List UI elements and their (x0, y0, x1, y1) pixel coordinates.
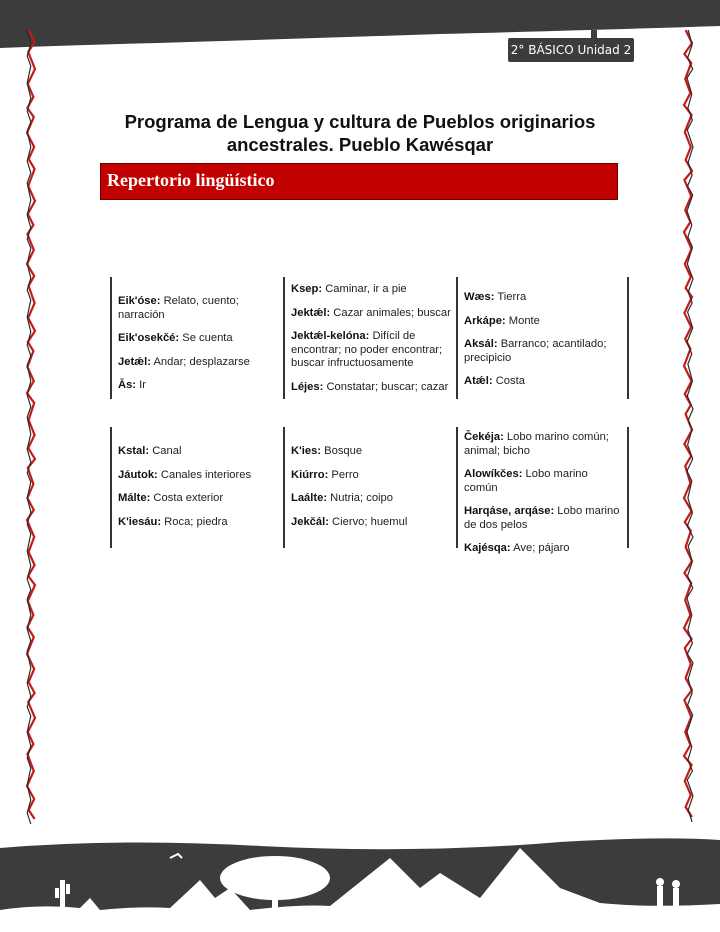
vocab-term: Eik'óse: (118, 295, 161, 307)
vocab-meaning: Barranco; acantilado; precipicio (464, 338, 607, 364)
vocab-meaning: Andar; desplazarse (150, 355, 250, 368)
vocab-meaning: Canales interiores (157, 468, 252, 481)
vocab-entry (118, 356, 279, 370)
vocab-meaning: Perro (328, 468, 359, 481)
vocab-term: Wæs: (464, 291, 495, 303)
vocab-entry (464, 291, 623, 305)
vocab-entry (291, 307, 452, 321)
vocab-entry (464, 542, 623, 556)
vocab-term: K'iesáu: (118, 515, 162, 528)
vocab-term: Jetǽl: (118, 355, 151, 368)
vocab-term: Málte: (118, 492, 151, 504)
vocab-meaning: Se cuenta (179, 332, 233, 344)
vocab-column-3 (456, 427, 629, 554)
vocab-meaning: Lobo marino de dos pelos (464, 505, 620, 531)
vocab-meaning: Relato, cuento; narración (118, 295, 239, 321)
vocab-entry (291, 381, 452, 395)
vocab-meaning: Cazar animales; buscar (330, 306, 451, 319)
vocab-column-2 (283, 277, 456, 399)
vocab-entry (464, 505, 623, 532)
vocab-term: Jektǽl-kelóna: (291, 330, 370, 342)
vocab-meaning: Ciervo; huemul (328, 515, 408, 528)
vocab-entry (118, 379, 279, 393)
document-title (90, 110, 630, 156)
vocab-entry (291, 469, 452, 483)
grade-unit-badge: 2° BÁSICO Unidad 2 (508, 38, 634, 62)
vocab-column-1 (110, 427, 283, 548)
vocab-column-3 (456, 277, 629, 399)
vocab-entry (291, 516, 452, 530)
vocab-meaning: Ave; pájaro (510, 542, 570, 554)
vocab-meaning: Lobo marino común (464, 468, 588, 494)
vocab-entry (118, 445, 279, 459)
vocab-meaning: Bosque (321, 445, 363, 457)
vocab-entry (291, 492, 452, 506)
vocab-term: Jektǽl: (291, 306, 331, 319)
vocab-term: Harqáse, arqáse: (464, 505, 555, 517)
vocab-entry (464, 468, 623, 495)
vocab-term: Eik'osekčé: (118, 332, 180, 344)
vocab-term: Čekéja: (464, 431, 504, 443)
vocab-entry (118, 516, 279, 530)
vocab-term: Laálte: (291, 492, 328, 504)
vocab-meaning: Roca; piedra (161, 515, 228, 528)
vocab-meaning: Caminar, ir a pie (322, 283, 407, 295)
vocab-meaning: Costa (492, 375, 525, 387)
vocab-meaning: Tierra (494, 291, 527, 303)
vocab-entry (118, 492, 279, 506)
vocab-term: Atǽl: (464, 375, 493, 387)
vocab-term: Alowíkčes: (464, 468, 523, 480)
right-decorative-border (681, 30, 695, 830)
landscape-silhouette-footer (0, 818, 720, 932)
vocab-meaning: Costa exterior (150, 492, 224, 504)
title-line-1: Programa de Lengua y cultura de Pueblos originarios (124, 111, 596, 132)
vocab-entry (464, 315, 623, 329)
vocab-entry (464, 375, 623, 389)
vocab-term: K'ies: (291, 445, 322, 457)
vocab-term: Kajésqa: (464, 542, 511, 554)
vocab-entry (291, 330, 452, 371)
section-title: Repertorio lingüístico (107, 170, 275, 190)
vocab-meaning: Difícil de encontrar; no poder encontrar; buscar infructuosamente (291, 330, 443, 369)
vocab-column-2 (283, 427, 456, 548)
vocab-entry (464, 431, 623, 458)
vocab-meaning: Lobo marino común; animal; bicho (464, 431, 609, 457)
vocab-meaning: Monte (505, 314, 540, 327)
title-line-2: ancestrales. Pueblo Kawésqar (226, 134, 494, 155)
vocab-meaning: Constatar; buscar; cazar (323, 380, 449, 393)
vocab-term: Jekčál: (291, 515, 329, 528)
vocab-term: Ās: (118, 379, 137, 391)
vocab-term: Ksep: (291, 283, 323, 295)
vocabulary-block-2 (110, 427, 636, 554)
vocab-term: Kiúrro: (291, 468, 329, 481)
vocab-entry (464, 338, 623, 365)
vocab-entry (291, 445, 452, 459)
vocabulary-block-1 (110, 277, 636, 399)
vocab-term: Léjes: (291, 380, 324, 393)
vocab-entry (118, 295, 279, 322)
vocab-entry (291, 283, 452, 297)
vocab-term: Kstal: (118, 445, 150, 457)
vocab-entry (118, 332, 279, 346)
vocab-column-1 (110, 277, 283, 399)
section-heading-bar (100, 163, 618, 200)
vocab-meaning: Canal (149, 445, 182, 457)
vocab-entry (118, 469, 279, 483)
vocab-term: Aksál: (464, 338, 498, 350)
vocab-meaning: Nutria; coipo (327, 492, 393, 504)
vocab-term: Jáutok: (118, 468, 158, 481)
vocab-term: Arkápe: (464, 314, 506, 327)
vocab-meaning: Ir (136, 379, 146, 391)
left-decorative-border (24, 30, 38, 830)
